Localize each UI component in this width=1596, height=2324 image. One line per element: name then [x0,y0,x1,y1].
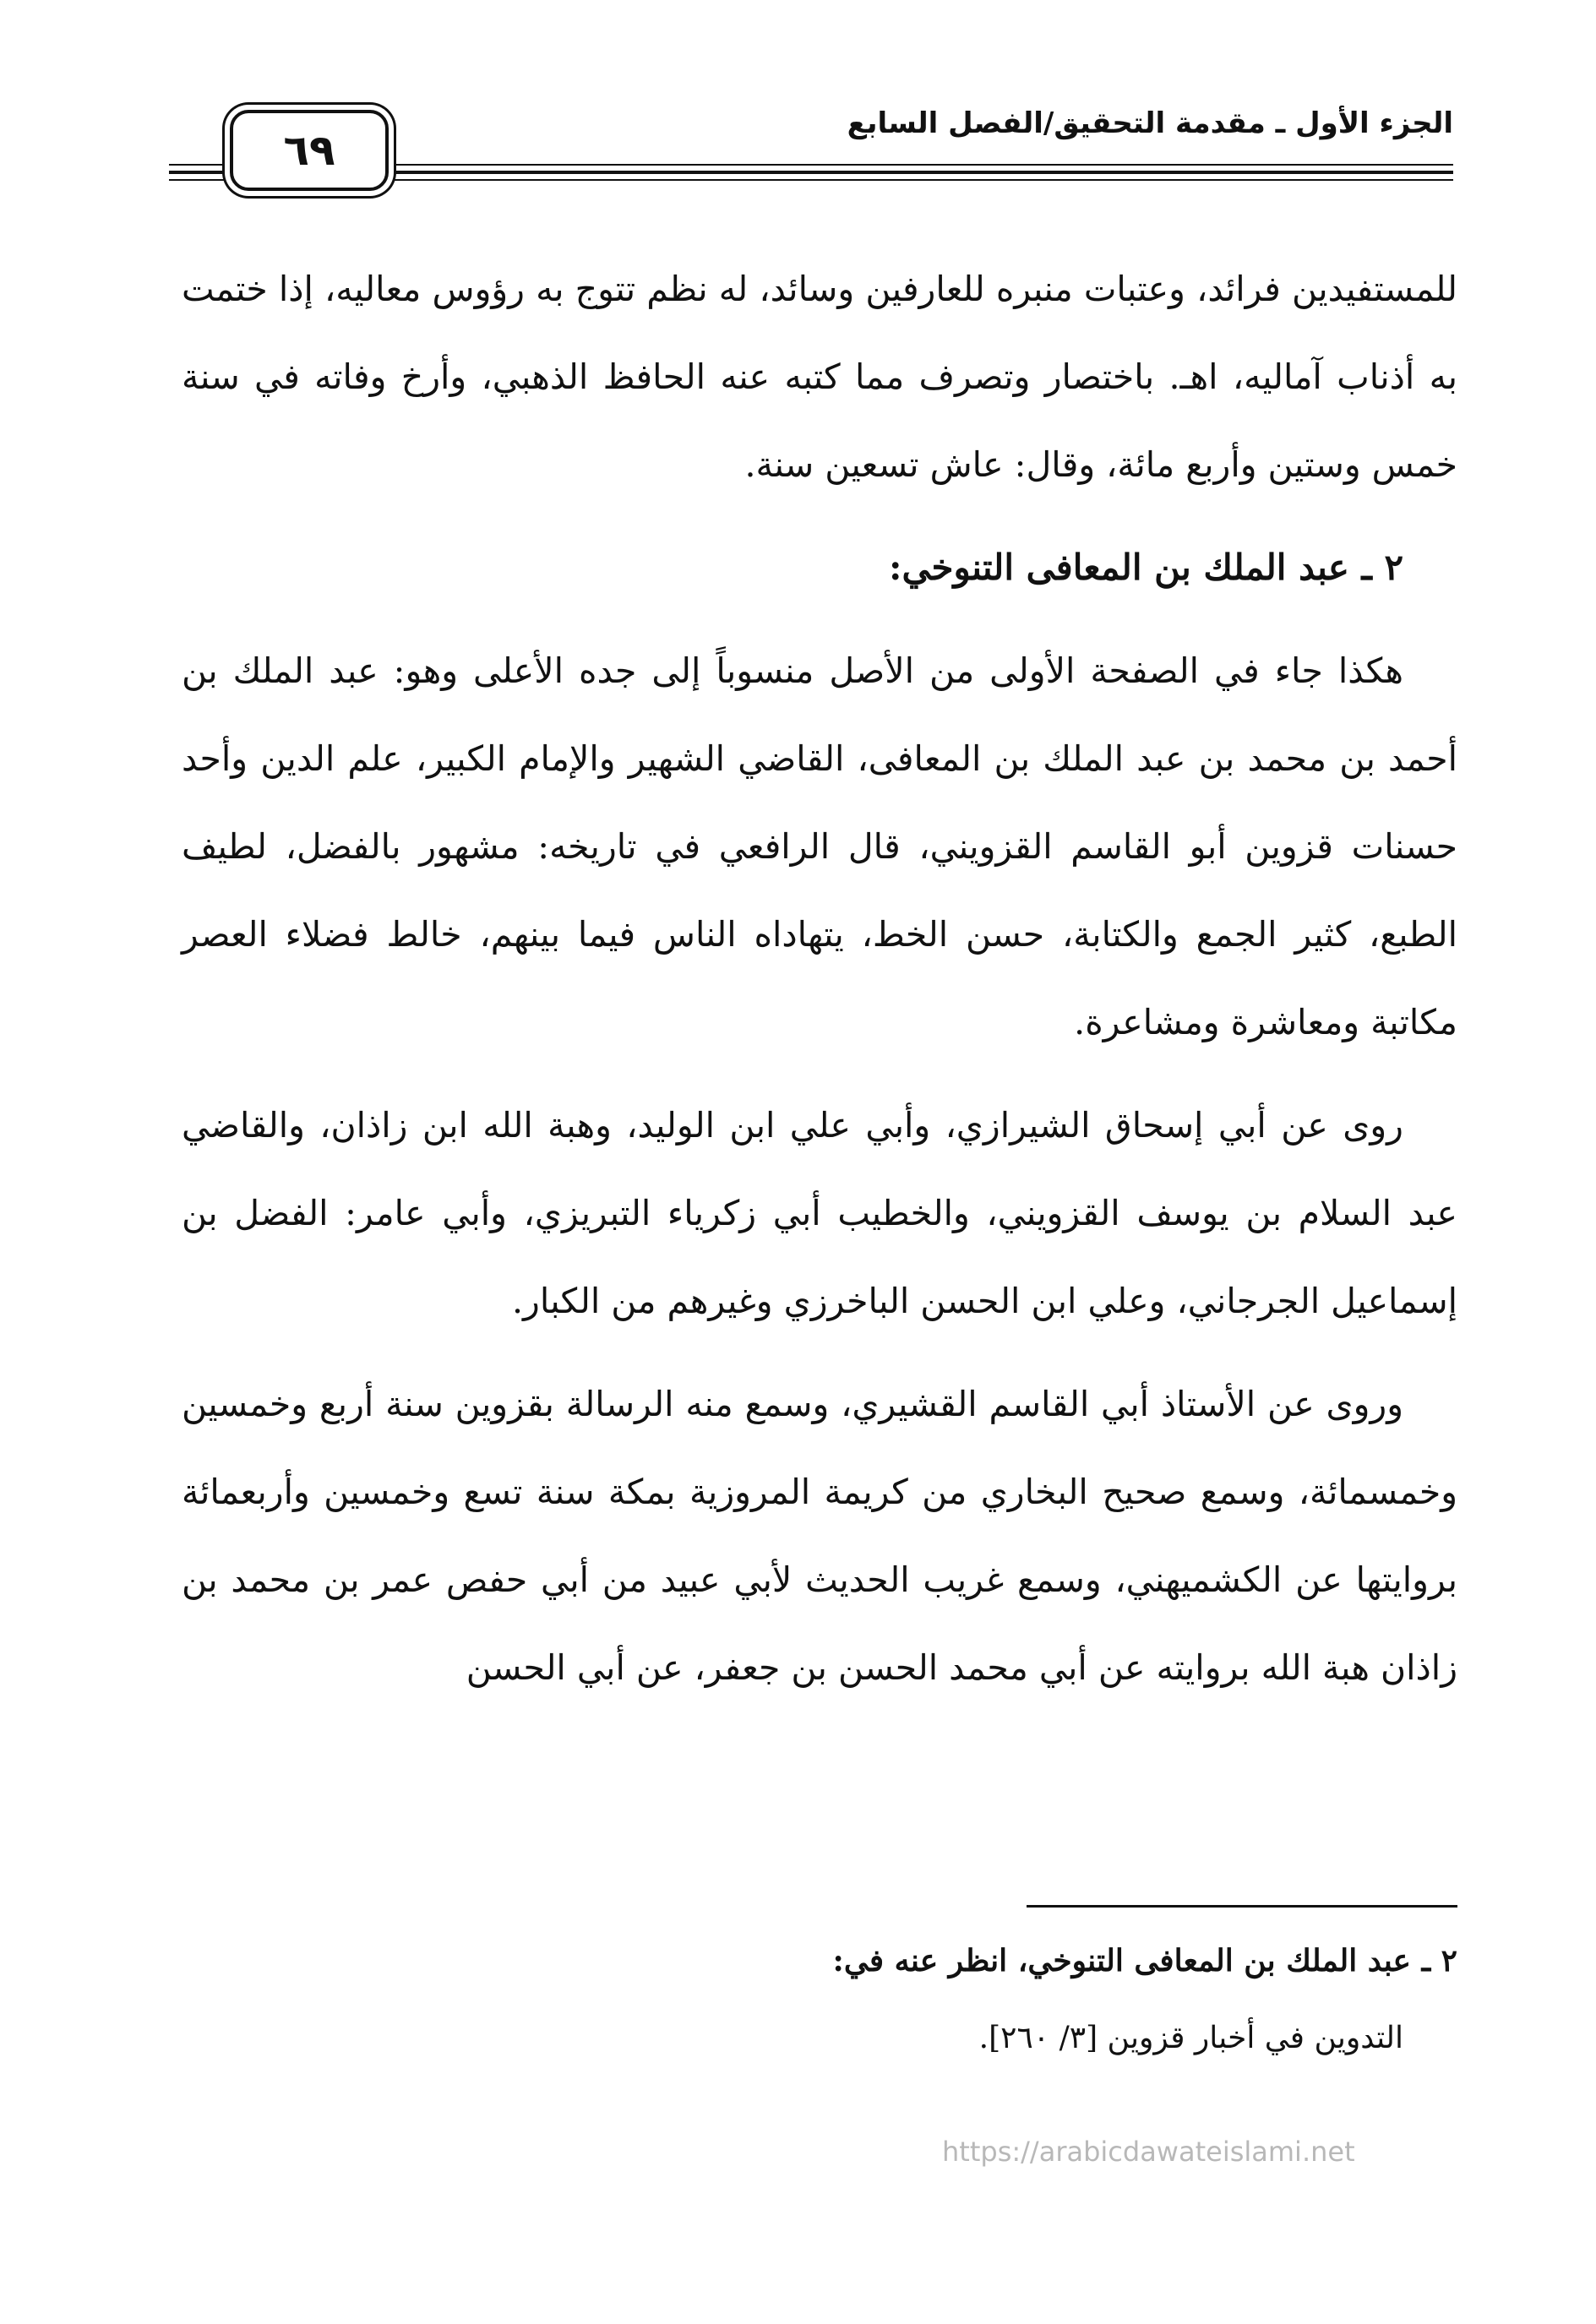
paragraph: روى عن أبي إسحاق الشيرازي، وأبي علي ابن الوليد، وهبة الله ابن زاذان، والقاضي عبد السلام بن يوسف القزويني، والخطيب أبي زكرياء التبريزي، وأبي عامر: الفضل بن إسماعيل الجرجاني، وعلي ابن الحسن الباخرزي وغيرهم من الكبار. [182,1105,1457,1321]
paragraph: وروى عن الأستاذ أبي القاسم القشيري، وسمع منه الرسالة بقزوين سنة أربع وخمسين وخمسمائة، وسمع صحيح البخاري من كريمة المروزية بمكة سنة تسع وخمسين وأربعمائة بروايتها عن الكشميهني، وسمع غريب الحديث لأبي عبيد من أبي حفص عمر بن محمد بن زاذان هبة الله بروايته عن أبي محمد الحسن بن جعفر، عن أبي الحسن [182,1384,1457,1688]
footnote-divider [1027,1905,1457,1908]
watermark-url: https://arabicdawateislami.net [942,2136,1355,2168]
running-header [169,100,1453,194]
footnote-reference: التدوين في أخبار قزوين [٣/ ٢٦٠]. [978,2021,1403,2055]
main-text [182,245,1457,1727]
section-heading: ٢ ـ عبد الملك بن المعافى التنوخي: [889,547,1403,588]
footnotes [182,1922,1457,2077]
footnote-heading: ٢ ـ عبد الملك بن المعافى التنوخي، انظر عنه في: [832,1943,1457,1978]
page-number: ٦٩ [283,126,335,175]
paragraph: هكذا جاء في الصفحة الأولى من الأصل منسوباً إلى جده الأعلى وهو: عبد الملك بن أحمد بن محمد بن عبد الملك بن المعافى، القاضي الشهير والإمام الكبير، علم الدين وأحد حسنات قزوين أبو القاسم القزويني، قال الرافعي في تاريخه: مشهور بالفضل، لطيف الطبع، كثير الجمع والكتابة، حسن الخط، يتهاداه الناس فيما بينهم، خالط فضلاء العصر مكاتبة ومعاشرة ومشاعرة. [182,650,1457,1042]
page-number-frame [230,110,389,191]
paragraph: للمستفيدين فرائد، وعتبات منبره للعارفين وسائد، له نظم تتوج به رؤوس معاليه، إذا ختمت به أذناب آماليه، اهـ. باختصار وتصرف مما كتبه عنه الحافظ الذهبي، وأرخ وفاته في سنة خمس وستين وأربع مائة، وقال: عاش تسعين سنة. [182,269,1457,485]
header-title: الجزء الأول ـ مقدمة التحقيق/الفصل السابع [847,106,1453,140]
